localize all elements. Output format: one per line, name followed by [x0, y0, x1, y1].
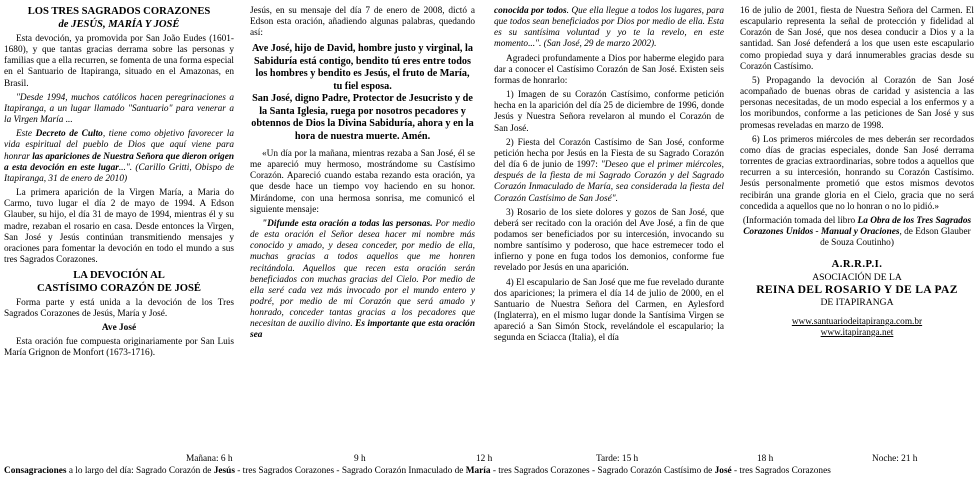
thanks-paragraph: Agradeci profundamente a Dios por haberme elegido para dar a conocer el Castísimo Corazón de San José. Existen seis formas de honrarlo: [494, 53, 724, 86]
form-2: 2) Fiesta del Corazón Castísimo de San José, conforme petición hecha por Jesús en la Fiesta de su Sagrado Corazón del día 6 de junio de 1997: "Deseo que el primer miércoles, después de la fiesta de mi Sagrado Corazón y del Sagrado Corazón Inmaculado de María, sea considerada la fiesta del Corazón Castísimo de San José". [494, 137, 724, 204]
bishop-quote-2: Este Decreto de Culto, tiene como objetivo favorecer la vida espiritual del pueblo de Dios que aquí viene para honrar las apariciones de Nuestra Señora que dieron origen a esta devoción en este lugar...". (Carillo Gritti, Obispo de Itapiranga, 31 de enero de 2010) [4, 129, 234, 184]
time-morning: Mañana: 6 h [186, 454, 233, 464]
form-4: 4) El escapulario de San José que me fue revelado durante dos apariciones; la primera el día 14 de julio de 2000, en el Santuario de Nuestra Señora del Carmen, en Aylesford (Inglaterra), en el mismo lugar donde la Santísima Virgen se apareció a San Simón Stock, revelándole el escapulario; la segunda en Sciacca (Italia), el día [494, 277, 724, 344]
column-3 [494, 6, 724, 454]
time-18h: 18 h [757, 454, 774, 464]
form-3: 3) Rosario de los siete dolores y gozos de San José, que deberá ser recitado con la oración del Ave José, a fin de que podamos ser beneficiados por su intercesión, invocando su nombre santísimo y poderoso, que hace estremecer todo el infierno y pone en fuga todos los demonios, conforme fue revelado por Jesús en una aparición. [494, 207, 724, 274]
section-title-devotion: LA DEVOCIÓN AL CASTÍSIMO CORAZÓN DE JOSÉ [37, 270, 201, 294]
bishop-quote-1: "Desde 1994, muchos católicos hacen peregrinaciones a Itapiranga, a un lugar llamado "Santuario" para venerar a la Virgen María ... [4, 92, 234, 126]
devotion-paragraph: Forma parte y está unida a la devoción de los Tres Sagrados Corazones de Jesús, María y José. [4, 298, 234, 320]
form-5: 5) Propagando la devoción al Corazón de San José acompañado de buenas obras de caridad y asistencia a las personas necesitadas, de un modo especial a los enfermos y a los moribundos, conforme a las peticiones de San José y sus promesas reveladas en marzo de 1998. [740, 75, 974, 131]
association-place: DE ITAPIRANGA [820, 297, 894, 309]
ave-jose-prayer: Ave José, hijo de David, hombre justo y virginal, la Sabiduría está contigo, bendito tú eres entre todos los hombres y bendito es Jesús, el fruto de María, tu fiel esposa. San José, digno Padre, Protector de Jesucristo y de la Santa Iglesia, ruega por nosotros pecadores y obtennos de Dios la Divina Sabiduría, ahora y en la hora de nuestra muerte. Amén. [251, 43, 474, 142]
association-label: ASOCIACIÓN DE LA [812, 271, 902, 283]
ave-jose-title: Ave José [101, 323, 137, 334]
time-12h: 12 h [476, 454, 493, 464]
arrpi-title: A.R.R.P.I. [831, 259, 883, 271]
column-1 [4, 6, 234, 454]
consecrations-line: Consagraciones a lo largo del día: Sagrado Corazón de Jesús - tres Sagrados Corazones - Sagrado Corazón Inmaculado de María - tres Sagrados Corazones - Sagrado Corazón Castísimo de José - tres Sagrados Corazones [4, 466, 831, 476]
vision-paragraph: «Un día por la mañana, mientras rezaba a San José, él se me apareció muy hermoso, mostrándome su Castísimo Corazón. Apareció cuando estaba rezando esta oración, ya que desde hace un tiempo voy haciendo en su honor. Mirándome, con una hermosa sonrisa, me comunicó el siguiente mensaje: [250, 148, 475, 215]
scapular-paragraph: 16 de julio de 2001, fiesta de Nuestra Señora del Carmen. El escapulario representa la señal de protección y fidelidad al Corazón de San José, que nos desea conducir a Dios y a la santidad. San José defenderá a los que usen este escapulario como propiedad suya y dará innumerables gracias desde su Corazón Castísimo. [740, 6, 974, 72]
message-intro: Jesús, en su mensaje del día 7 de enero de 2008, dictó a Edson esta oración, añadiendo algunas palabras, quedando así: [250, 6, 475, 39]
prayer-origin-paragraph: Esta oración fue compuesta originariamente por San Luis María Grignon de Monfort (1673-1716). [4, 336, 234, 358]
message-continuation: conocida por todos. Que ella llegue a todos los lugares, para que todos sean beneficiados por Dios por medio de ella. Esta es su santísima voluntad y yo te la revelo, en este momento...". (San José, 29 de marzo 2002). [494, 6, 724, 50]
website-link-2[interactable]: www.itapiranga.net [820, 328, 894, 339]
apparition-paragraph: La primera aparición de la Virgen María, a Maria do Carmo, tuvo lugar el día 2 de mayo de 1994. A Edson Glauber, su hijo, el día 31 de mayo de 1994, mientras él y su madre, rezaban el rosario en casa. Desde entonces la Virgen, San José y Jesús continúan transmitiendo mensajes y oraciones para fomentar la devoción en todo el mundo a sus tres Sagrados Corazones. [4, 188, 234, 265]
time-afternoon: Tarde: 15 h [596, 454, 639, 464]
consecration-times [0, 454, 979, 466]
intro-paragraph: Esta devoción, ya promovida por San João Eudes (1601-1680), y que tantas gracias derrama sobre las personas y familias que a ella recurren, se fomenta de una forma especial en el Santuario de Itapiranga, situado en el Amazonas, en Brasil. [4, 34, 234, 89]
column-4 [740, 6, 974, 454]
column-2 [250, 6, 475, 454]
website-link-1[interactable]: www.santuariodeitapiranga.com.br [791, 316, 923, 327]
association-name: REINA DEL ROSARIO Y DE LA PAZ [756, 283, 958, 297]
form-1: 1) Imagen de su Corazón Castísimo, conforme petición hecha en la aparición del día 25 de diciembre de 1996, donde Jesús y Nuestra Señora revelaron al mundo el Corazón de San José. [494, 90, 724, 134]
form-6: 6) Los primeros miércoles de mes deberán ser recordados como días de gracias especiales, donde San José derrama torrentes de gracias extraordinarias, sobre todos a aquellos que recurren a su intercesión, honrando su Corazón Castísimo. Jesús personalmente prometió que estos mismos devotos recibirán una grande gloria en el Cielo, gracia que no será concedida a aquellos que no lo honran o no lo pidió.» [740, 134, 974, 212]
saint-joseph-message: "Difunde esta oración a todas las personas. Por medio de esta oración el Señor desea hacer mi nombre más conocido y amado, y desea conceder, por medio de ella, muchas gracias a todos aquellos que me honren recitándola. Aquellos que recen esta oración serán beneficiados con muchas gracias del Cielo. Por medio de ella seré cada vez más invocado por el mundo entero y podré, por medio de mi Corazón que será amado y honrado, conceder tantas gracias a los pecadores que necesitan de auxilio divino. Es importante que esta oración sea [250, 218, 475, 341]
time-night: Noche: 21 h [872, 454, 918, 464]
main-title: LOS TRES SAGRADOS CORAZONES de JESÚS, MARÍA Y JOSÉ [27, 6, 211, 30]
book-reference: (Información tomada del libro La Obra de los Tres Sagrados Corazones Unidos - Manual y Oraciones, de Edson Glauber de Souza Coutinho) [742, 215, 972, 249]
time-9h: 9 h [354, 454, 366, 464]
